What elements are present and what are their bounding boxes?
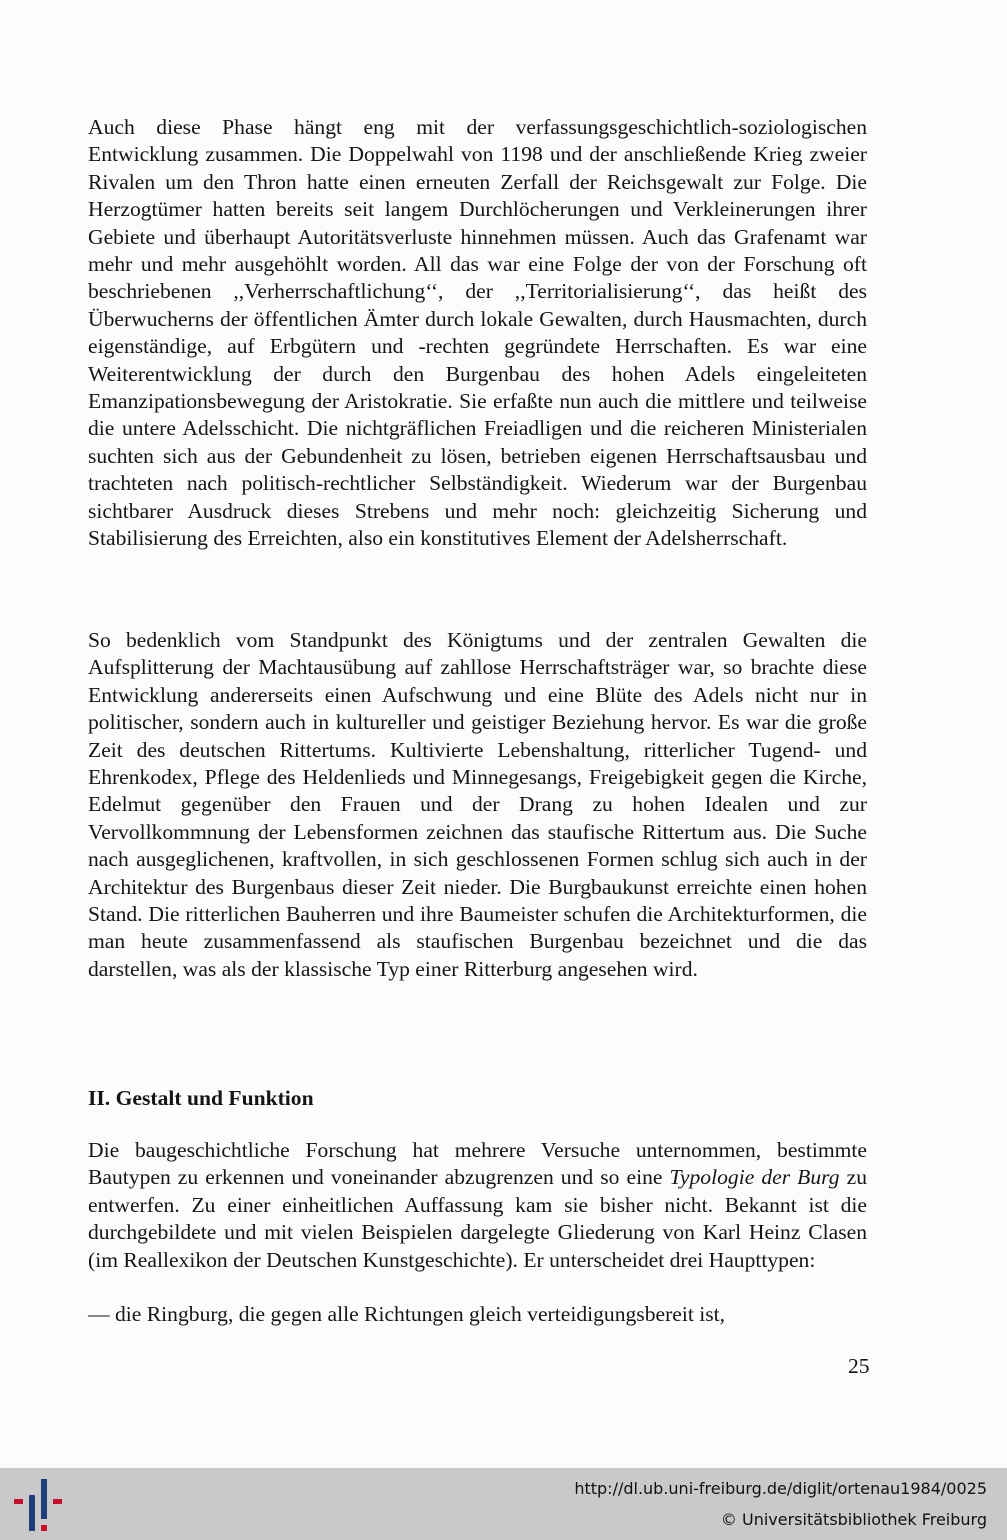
body-paragraph-1: [88, 114, 867, 553]
ub-freiburg-logo-icon[interactable]: [12, 1475, 66, 1533]
paragraph-3-text: [88, 1137, 867, 1274]
paragraph-3-rest: zu entwerfen. Zu einer einheitlichen Auffassung kam sie bisher nicht. Bekannt ist die durchgebildete und mit vielen Beispielen dargelegte Gliederung von Karl Heinz Clasen (im Reallexikon der Deutschen Kunstgeschichte). Er unterscheidet drei Haupttypen:: [88, 1165, 867, 1272]
permalink-url[interactable]: http://dl.ub.uni-freiburg.de/diglit/ortenau1984/0025: [574, 1479, 987, 1498]
list-item-ringburg: — die Ringburg, die gegen alle Richtungen gleich verteidigungsbereit ist,: [88, 1302, 726, 1326]
copyright-notice: © Universitätsbibliothek Freiburg: [720, 1510, 987, 1529]
page-number: 25: [848, 1354, 870, 1378]
paragraph-1-text: Auch diese Phase hängt eng mit der verfassungsgeschichtlich-soziologischen Entwicklung zusammen. Die Doppelwahl von 1198 und der anschließende Krieg zweier Rivalen um den Thron hatte einen erneuten Zerfall der Reichsgewalt zur Folge. Die Herzogtümer hatten bereits seit langem Durchlöcherungen und Verkleinerungen ihrer Gebiete und überhaupt Autoritätsverluste hinnehmen müssen. Auch das Grafenamt war mehr und mehr ausgehöhlt worden. All das war eine Folge der von der Forschung oft beschriebenen ,,Verherrschaftlichung‘‘, der ,,Territorialisierung‘‘, das heißt des Überwucherns der öffentlichen Ämter durch lokale Gewalten, durch Hausmachten, durch eigenständige, auf Erbgütern und -rechten gegründete Herrschaften. Es war eine Weiterentwicklung der durch den Burgenbau des hohen Adels eingeleiteten Emanzipationsbewegung der Aristokratie. Sie erfaßte nun auch die mittlere und teilweise die untere Adelsschicht. Die nichtgräflichen Freiadligen und die reicheren Ministerialen suchten sich aus der Gebundenheit zu lösen, betrieben eigenen Herrschaftsausbau und trachteten nach politisch-rechtlicher Selbständigkeit. Wiederum war der Burgenbau sichtbarer Ausdruck dieses Strebens und mehr noch: gleichzeitig Sicherung und Stabilisierung des Erreichten, also ein konstitutives Element der Adelsherrschaft.: [88, 115, 867, 551]
paragraph-3-lead: Die baugeschichtliche Forschung hat mehrere Versuche unternommen, bestimmte Bautypen zu erkennen und voneinander abzugrenzen und so eine: [88, 1138, 867, 1190]
section-heading: II. Gestalt und Funktion: [88, 1086, 314, 1110]
body-paragraph-3: [88, 1137, 867, 1274]
italic-term: Typologie der Burg: [669, 1165, 840, 1190]
viewer-footer-bar: [0, 1468, 1007, 1540]
paragraph-2-text: So bedenklich vom Standpunkt des Königtums und der zentralen Gewalten die Aufsplitterung der Machtausübung auf zahllose Herrschaftsträger war, so brachte diese Entwicklung andererseits einen Aufschwung und eine Blüte des Adels nicht nur in politischer, sondern auch in kultureller und geistiger Beziehung hervor. Es war die große Zeit des deutschen Rittertums. Kultivierte Lebenshaltung, ritterlicher Tugend- und Ehrenkodex, Pflege des Heldenlieds und Minnegesangs, Freigebigkeit gegen die Kirche, Edelmut gegenüber den Frauen und der Drang zu hohen Idealen und zur Vervollkommnung der Lebensformen zeichnen das staufische Rittertum aus. Die Suche nach ausgeglichenen, kraftvollen, in sich geschlossenen Formen schlug sich auch in der Architektur des Burgenbaus dieser Zeit nieder. Die Burgbaukunst erreichte einen hohen Stand. Die ritterlichen Bauherren und ihre Baumeister schufen die Architekturformen, die man heute zusammenfassend als staufischen Burgenbau bezeichnet und die das darstellen, was als der klassische Typ einer Ritterburg angesehen wird.: [88, 628, 867, 981]
body-paragraph-2: [88, 627, 867, 983]
